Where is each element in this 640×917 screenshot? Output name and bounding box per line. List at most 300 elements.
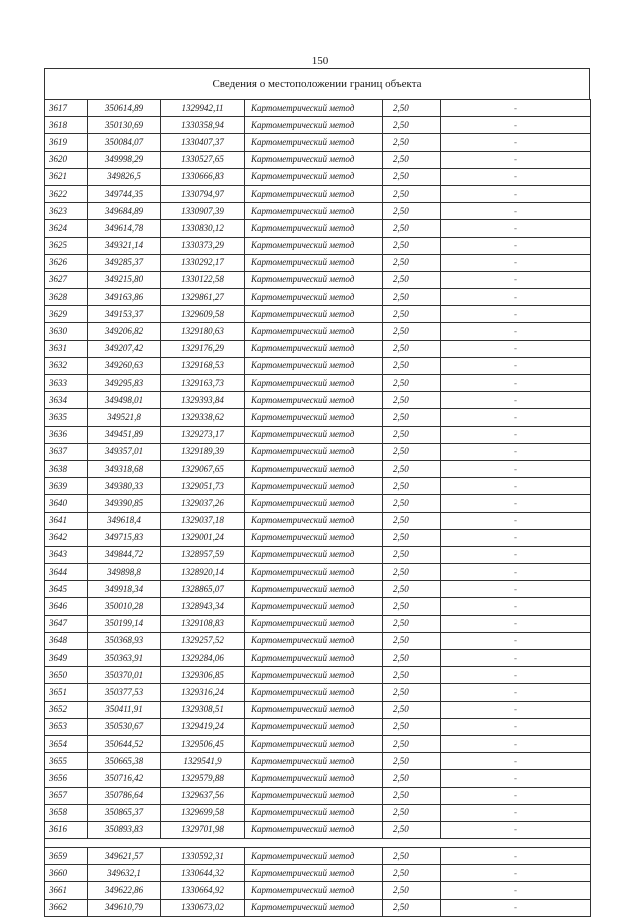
x-coordinate-cell: 349207,42 [88, 340, 161, 357]
method-cell: Картометрический метод [245, 564, 383, 581]
x-coordinate-cell: 349621,57 [88, 848, 161, 865]
point-number-cell: 3659 [45, 848, 88, 865]
description-cell: - [441, 684, 591, 701]
method-cell: Картометрический метод [245, 684, 383, 701]
point-number-cell: 3628 [45, 289, 88, 306]
precision-cell: 2,50 [383, 443, 441, 460]
description-cell: - [441, 100, 591, 117]
table-row [45, 375, 591, 392]
point-number-cell: 3641 [45, 512, 88, 529]
description-cell: - [441, 409, 591, 426]
point-number-cell: 3618 [45, 117, 88, 134]
precision-cell: 2,50 [383, 632, 441, 649]
point-number-cell: 3662 [45, 899, 88, 916]
table-row [45, 882, 591, 899]
y-coordinate-cell: 1330527,65 [161, 151, 245, 168]
x-coordinate-cell: 349285,37 [88, 254, 161, 271]
y-coordinate-cell: 1330794,97 [161, 185, 245, 202]
x-coordinate-cell: 349451,89 [88, 426, 161, 443]
point-number-cell: 3635 [45, 409, 88, 426]
method-cell: Картометрический метод [245, 185, 383, 202]
table-row [45, 701, 591, 718]
method-cell: Картометрический метод [245, 375, 383, 392]
method-cell: Картометрический метод [245, 546, 383, 563]
precision-cell: 2,50 [383, 865, 441, 882]
description-cell: - [441, 306, 591, 323]
y-coordinate-cell: 1329506,45 [161, 735, 245, 752]
point-number-cell: 3631 [45, 340, 88, 357]
x-coordinate-cell: 350130,69 [88, 117, 161, 134]
table-row [45, 443, 591, 460]
method-cell: Картометрический метод [245, 495, 383, 512]
description-cell: - [441, 512, 591, 529]
x-coordinate-cell: 349610,79 [88, 899, 161, 916]
description-cell: - [441, 392, 591, 409]
method-cell: Картометрический метод [245, 134, 383, 151]
x-coordinate-cell: 349844,72 [88, 546, 161, 563]
description-cell: - [441, 701, 591, 718]
point-number-cell: 3639 [45, 478, 88, 495]
description-cell: - [441, 323, 591, 340]
y-coordinate-cell: 1330122,58 [161, 271, 245, 288]
x-coordinate-cell: 350665,38 [88, 753, 161, 770]
x-coordinate-cell: 349622,86 [88, 882, 161, 899]
x-coordinate-cell: 349215,80 [88, 271, 161, 288]
y-coordinate-cell: 1330358,94 [161, 117, 245, 134]
precision-cell: 2,50 [383, 185, 441, 202]
x-coordinate-cell: 350010,28 [88, 598, 161, 615]
method-cell: Картометрический метод [245, 323, 383, 340]
precision-cell: 2,50 [383, 787, 441, 804]
method-cell: Картометрический метод [245, 100, 383, 117]
x-coordinate-cell: 350363,91 [88, 650, 161, 667]
precision-cell: 2,50 [383, 289, 441, 306]
method-cell: Картометрический метод [245, 667, 383, 684]
description-cell: - [441, 271, 591, 288]
method-cell: Картометрический метод [245, 220, 383, 237]
y-coordinate-cell: 1329189,39 [161, 443, 245, 460]
y-coordinate-cell: 1329273,17 [161, 426, 245, 443]
table-row [45, 478, 591, 495]
x-coordinate-cell: 349498,01 [88, 392, 161, 409]
point-number-cell: 3620 [45, 151, 88, 168]
precision-cell: 2,50 [383, 735, 441, 752]
table-row [45, 598, 591, 615]
x-coordinate-cell: 349998,29 [88, 151, 161, 168]
table-row [45, 134, 591, 151]
y-coordinate-cell: 1328943,34 [161, 598, 245, 615]
x-coordinate-cell: 350368,93 [88, 632, 161, 649]
point-number-cell: 3656 [45, 770, 88, 787]
table-row [45, 512, 591, 529]
description-cell: - [441, 151, 591, 168]
method-cell: Картометрический метод [245, 735, 383, 752]
method-cell: Картометрический метод [245, 512, 383, 529]
x-coordinate-cell: 349614,78 [88, 220, 161, 237]
description-cell: - [441, 237, 591, 254]
x-coordinate-cell: 350377,53 [88, 684, 161, 701]
x-coordinate-cell: 349632,1 [88, 865, 161, 882]
point-number-cell: 3643 [45, 546, 88, 563]
method-cell: Картометрический метод [245, 882, 383, 899]
group-separator-row [45, 839, 591, 848]
point-number-cell: 3623 [45, 203, 88, 220]
method-cell: Картометрический метод [245, 168, 383, 185]
table-row [45, 804, 591, 821]
y-coordinate-cell: 1330666,83 [161, 168, 245, 185]
x-coordinate-cell: 349321,14 [88, 237, 161, 254]
x-coordinate-cell: 349153,37 [88, 306, 161, 323]
y-coordinate-cell: 1329108,83 [161, 615, 245, 632]
point-number-cell: 3657 [45, 787, 88, 804]
description-cell: - [441, 865, 591, 882]
point-number-cell: 3637 [45, 443, 88, 460]
description-cell: - [441, 357, 591, 374]
precision-cell: 2,50 [383, 598, 441, 615]
description-cell: - [441, 426, 591, 443]
x-coordinate-cell: 350893,83 [88, 821, 161, 838]
point-number-cell: 3640 [45, 495, 88, 512]
y-coordinate-cell: 1329338,62 [161, 409, 245, 426]
table-row [45, 151, 591, 168]
description-cell: - [441, 168, 591, 185]
description-cell: - [441, 289, 591, 306]
coordinates-table [44, 99, 591, 917]
point-number-cell: 3652 [45, 701, 88, 718]
precision-cell: 2,50 [383, 667, 441, 684]
x-coordinate-cell: 350865,37 [88, 804, 161, 821]
precision-cell: 2,50 [383, 615, 441, 632]
description-cell: - [441, 821, 591, 838]
table-row [45, 203, 591, 220]
precision-cell: 2,50 [383, 460, 441, 477]
y-coordinate-cell: 1328957,59 [161, 546, 245, 563]
point-number-cell: 3651 [45, 684, 88, 701]
precision-cell: 2,50 [383, 564, 441, 581]
method-cell: Картометрический метод [245, 271, 383, 288]
point-number-cell: 3660 [45, 865, 88, 882]
precision-cell: 2,50 [383, 718, 441, 735]
method-cell: Картометрический метод [245, 426, 383, 443]
table-row [45, 220, 591, 237]
method-cell: Картометрический метод [245, 392, 383, 409]
method-cell: Картометрический метод [245, 770, 383, 787]
x-coordinate-cell: 349918,34 [88, 581, 161, 598]
description-cell: - [441, 581, 591, 598]
description-cell: - [441, 787, 591, 804]
point-number-cell: 3617 [45, 100, 88, 117]
method-cell: Картометрический метод [245, 753, 383, 770]
precision-cell: 2,50 [383, 899, 441, 916]
precision-cell: 2,50 [383, 323, 441, 340]
precision-cell: 2,50 [383, 357, 441, 374]
y-coordinate-cell: 1329037,18 [161, 512, 245, 529]
description-cell: - [441, 848, 591, 865]
y-coordinate-cell: 1329419,24 [161, 718, 245, 735]
method-cell: Картометрический метод [245, 117, 383, 134]
x-coordinate-cell: 350370,01 [88, 667, 161, 684]
precision-cell: 2,50 [383, 426, 441, 443]
y-coordinate-cell: 1328865,07 [161, 581, 245, 598]
description-cell: - [441, 718, 591, 735]
precision-cell: 2,50 [383, 168, 441, 185]
method-cell: Картометрический метод [245, 151, 383, 168]
table-row [45, 546, 591, 563]
x-coordinate-cell: 349521,8 [88, 409, 161, 426]
point-number-cell: 3658 [45, 804, 88, 821]
method-cell: Картометрический метод [245, 598, 383, 615]
x-coordinate-cell: 349898,8 [88, 564, 161, 581]
x-coordinate-cell: 350530,67 [88, 718, 161, 735]
table-row [45, 865, 591, 882]
x-coordinate-cell: 349618,4 [88, 512, 161, 529]
x-coordinate-cell: 350716,42 [88, 770, 161, 787]
table-row [45, 306, 591, 323]
description-cell: - [441, 134, 591, 151]
method-cell: Картометрический метод [245, 237, 383, 254]
table-row [45, 821, 591, 838]
x-coordinate-cell: 350644,52 [88, 735, 161, 752]
description-cell: - [441, 735, 591, 752]
method-cell: Картометрический метод [245, 254, 383, 271]
point-number-cell: 3625 [45, 237, 88, 254]
table-row [45, 735, 591, 752]
y-coordinate-cell: 1328920,14 [161, 564, 245, 581]
method-cell: Картометрический метод [245, 357, 383, 374]
x-coordinate-cell: 349744,35 [88, 185, 161, 202]
point-number-cell: 3621 [45, 168, 88, 185]
point-number-cell: 3648 [45, 632, 88, 649]
table-row [45, 495, 591, 512]
point-number-cell: 3647 [45, 615, 88, 632]
x-coordinate-cell: 349684,89 [88, 203, 161, 220]
point-number-cell: 3622 [45, 185, 88, 202]
y-coordinate-cell: 1329308,51 [161, 701, 245, 718]
table-row [45, 271, 591, 288]
table-row [45, 718, 591, 735]
precision-cell: 2,50 [383, 512, 441, 529]
table-row [45, 254, 591, 271]
precision-cell: 2,50 [383, 684, 441, 701]
x-coordinate-cell: 349163,86 [88, 289, 161, 306]
y-coordinate-cell: 1329284,06 [161, 650, 245, 667]
page-number: 150 [311, 55, 329, 67]
table-row [45, 340, 591, 357]
table-row [45, 667, 591, 684]
method-cell: Картометрический метод [245, 821, 383, 838]
y-coordinate-cell: 1330373,29 [161, 237, 245, 254]
table-row [45, 117, 591, 134]
precision-cell: 2,50 [383, 254, 441, 271]
y-coordinate-cell: 1329701,98 [161, 821, 245, 838]
method-cell: Картометрический метод [245, 899, 383, 916]
x-coordinate-cell: 350614,89 [88, 100, 161, 117]
description-cell: - [441, 203, 591, 220]
point-number-cell: 3619 [45, 134, 88, 151]
y-coordinate-cell: 1329176,29 [161, 340, 245, 357]
description-cell: - [441, 443, 591, 460]
y-coordinate-cell: 1329699,58 [161, 804, 245, 821]
precision-cell: 2,50 [383, 701, 441, 718]
y-coordinate-cell: 1329316,24 [161, 684, 245, 701]
method-cell: Картометрический метод [245, 865, 383, 882]
method-cell: Картометрический метод [245, 443, 383, 460]
y-coordinate-cell: 1330907,39 [161, 203, 245, 220]
table-row [45, 392, 591, 409]
y-coordinate-cell: 1329306,85 [161, 667, 245, 684]
precision-cell: 2,50 [383, 495, 441, 512]
y-coordinate-cell: 1330292,17 [161, 254, 245, 271]
method-cell: Картометрический метод [245, 409, 383, 426]
description-cell: - [441, 564, 591, 581]
y-coordinate-cell: 1330664,92 [161, 882, 245, 899]
y-coordinate-cell: 1330407,37 [161, 134, 245, 151]
y-coordinate-cell: 1330830,12 [161, 220, 245, 237]
method-cell: Картометрический метод [245, 460, 383, 477]
description-cell: - [441, 495, 591, 512]
table-row [45, 564, 591, 581]
description-cell: - [441, 650, 591, 667]
table-row [45, 168, 591, 185]
method-cell: Картометрический метод [245, 340, 383, 357]
description-cell: - [441, 615, 591, 632]
table-row [45, 237, 591, 254]
table-row [45, 650, 591, 667]
description-cell: - [441, 632, 591, 649]
method-cell: Картометрический метод [245, 203, 383, 220]
table-row [45, 426, 591, 443]
y-coordinate-cell: 1330644,32 [161, 865, 245, 882]
table-row [45, 684, 591, 701]
precision-cell: 2,50 [383, 581, 441, 598]
y-coordinate-cell: 1329609,58 [161, 306, 245, 323]
table-row [45, 100, 591, 117]
table-row [45, 529, 591, 546]
precision-cell: 2,50 [383, 237, 441, 254]
description-cell: - [441, 340, 591, 357]
description-cell: - [441, 753, 591, 770]
description-cell: - [441, 375, 591, 392]
precision-cell: 2,50 [383, 100, 441, 117]
x-coordinate-cell: 349206,82 [88, 323, 161, 340]
table-row [45, 632, 591, 649]
precision-cell: 2,50 [383, 882, 441, 899]
x-coordinate-cell: 349715,83 [88, 529, 161, 546]
point-number-cell: 3644 [45, 564, 88, 581]
method-cell: Картометрический метод [245, 306, 383, 323]
method-cell: Картометрический метод [245, 581, 383, 598]
y-coordinate-cell: 1329163,73 [161, 375, 245, 392]
description-cell: - [441, 882, 591, 899]
method-cell: Картометрический метод [245, 804, 383, 821]
x-coordinate-cell: 350084,07 [88, 134, 161, 151]
y-coordinate-cell: 1329037,26 [161, 495, 245, 512]
table-row [45, 357, 591, 374]
description-cell: - [441, 254, 591, 271]
description-cell: - [441, 598, 591, 615]
point-number-cell: 3653 [45, 718, 88, 735]
point-number-cell: 3629 [45, 306, 88, 323]
description-cell: - [441, 117, 591, 134]
point-number-cell: 3650 [45, 667, 88, 684]
x-coordinate-cell: 349380,33 [88, 478, 161, 495]
y-coordinate-cell: 1329579,88 [161, 770, 245, 787]
point-number-cell: 3638 [45, 460, 88, 477]
description-cell: - [441, 899, 591, 916]
precision-cell: 2,50 [383, 203, 441, 220]
precision-cell: 2,50 [383, 821, 441, 838]
y-coordinate-cell: 1329942,11 [161, 100, 245, 117]
point-number-cell: 3616 [45, 821, 88, 838]
table-row [45, 409, 591, 426]
y-coordinate-cell: 1329541,9 [161, 753, 245, 770]
precision-cell: 2,50 [383, 753, 441, 770]
precision-cell: 2,50 [383, 151, 441, 168]
x-coordinate-cell: 349826,5 [88, 168, 161, 185]
x-coordinate-cell: 349390,85 [88, 495, 161, 512]
method-cell: Картометрический метод [245, 289, 383, 306]
x-coordinate-cell: 349357,01 [88, 443, 161, 460]
precision-cell: 2,50 [383, 340, 441, 357]
x-coordinate-cell: 349318,68 [88, 460, 161, 477]
method-cell: Картометрический метод [245, 787, 383, 804]
table-row [45, 770, 591, 787]
description-cell: - [441, 478, 591, 495]
table-row [45, 848, 591, 865]
method-cell: Картометрический метод [245, 650, 383, 667]
point-number-cell: 3645 [45, 581, 88, 598]
y-coordinate-cell: 1329168,53 [161, 357, 245, 374]
y-coordinate-cell: 1329180,63 [161, 323, 245, 340]
point-number-cell: 3646 [45, 598, 88, 615]
point-number-cell: 3654 [45, 735, 88, 752]
table-body [45, 100, 591, 917]
point-number-cell: 3627 [45, 271, 88, 288]
x-coordinate-cell: 349260,63 [88, 357, 161, 374]
precision-cell: 2,50 [383, 650, 441, 667]
precision-cell: 2,50 [383, 770, 441, 787]
point-number-cell: 3632 [45, 357, 88, 374]
y-coordinate-cell: 1329637,56 [161, 787, 245, 804]
x-coordinate-cell: 349295,83 [88, 375, 161, 392]
coordinates-sheet [44, 68, 590, 917]
precision-cell: 2,50 [383, 375, 441, 392]
method-cell: Картометрический метод [245, 718, 383, 735]
precision-cell: 2,50 [383, 271, 441, 288]
y-coordinate-cell: 1329257,52 [161, 632, 245, 649]
point-number-cell: 3633 [45, 375, 88, 392]
y-coordinate-cell: 1330592,31 [161, 848, 245, 865]
x-coordinate-cell: 350786,64 [88, 787, 161, 804]
point-number-cell: 3626 [45, 254, 88, 271]
y-coordinate-cell: 1329051,73 [161, 478, 245, 495]
description-cell: - [441, 460, 591, 477]
precision-cell: 2,50 [383, 409, 441, 426]
point-number-cell: 3634 [45, 392, 88, 409]
point-number-cell: 3661 [45, 882, 88, 899]
table-row [45, 899, 591, 916]
precision-cell: 2,50 [383, 220, 441, 237]
y-coordinate-cell: 1330673,02 [161, 899, 245, 916]
method-cell: Картометрический метод [245, 615, 383, 632]
point-number-cell: 3624 [45, 220, 88, 237]
y-coordinate-cell: 1329393,84 [161, 392, 245, 409]
precision-cell: 2,50 [383, 804, 441, 821]
table-row [45, 323, 591, 340]
description-cell: - [441, 546, 591, 563]
point-number-cell: 3649 [45, 650, 88, 667]
table-row [45, 753, 591, 770]
